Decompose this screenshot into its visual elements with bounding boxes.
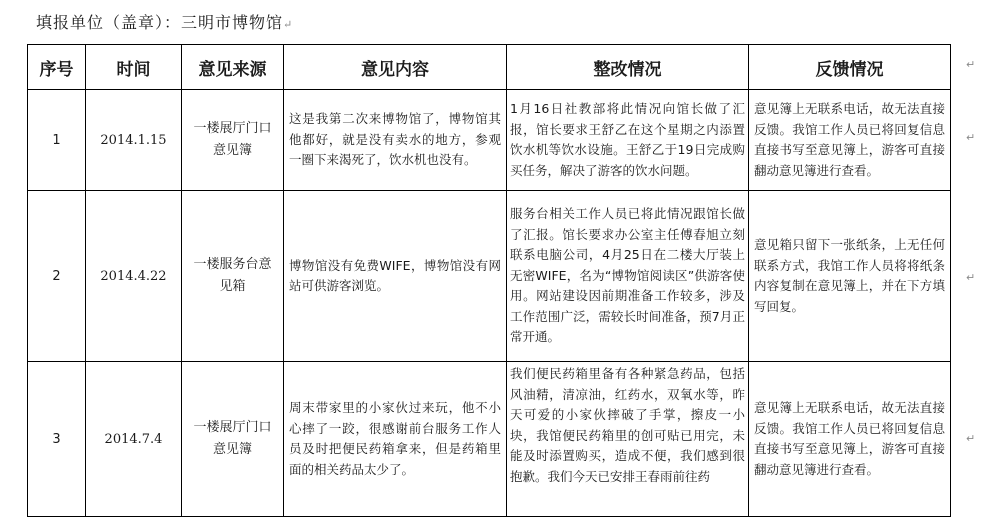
header-source: 意见来源	[182, 45, 284, 90]
report-header	[36, 10, 293, 33]
table-row	[28, 362, 951, 517]
header-unit: 三明市博物馆	[181, 13, 284, 32]
row-feedback: 意见箱只留下一张纸条，上无任何联系方式，我馆工作人员将将纸条内容复制在意见簿上，并在下方填写回复。	[754, 237, 945, 314]
row-date: 2014.7.4	[86, 362, 182, 517]
row-feedback: 意见簿上无联系电话，故无法直接反馈。我馆工作人员已将回复信息直接书写至意见簿上，游客可直接翻动意见簿进行查看。	[754, 400, 945, 477]
row-opinion: 这是我第二次来博物馆了，博物馆其他都好，就是没有卖水的地方，参观一圈下来渴死了，饮水机也没有。	[289, 111, 501, 168]
paragraph-mark-icon: ↵	[283, 18, 294, 31]
row-rectification-cell	[507, 191, 749, 362]
header-label: 填报单位（盖章）：	[36, 13, 182, 32]
row-opinion-cell	[284, 362, 507, 517]
row-opinion-cell	[284, 90, 507, 191]
row-feedback-cell	[749, 90, 951, 191]
table-row	[28, 90, 951, 191]
table-header-row	[28, 45, 951, 90]
row-num: 2	[28, 191, 86, 362]
table-row	[28, 191, 951, 362]
header-opinion: 意见内容	[284, 45, 507, 90]
row-end-mark-icon: ↵	[966, 271, 976, 284]
row-end-mark-icon: ↵	[966, 432, 976, 445]
row-source: 一楼展厅门口意见簿	[182, 90, 284, 191]
header-feedback: 反馈情况	[749, 45, 951, 90]
row-feedback: 意见簿上无联系电话，故无法直接反馈。我馆工作人员已将回复信息直接书写至意见簿上，游客可直接翻动意见簿进行查看。	[754, 101, 945, 178]
row-end-mark-icon: ↵	[966, 58, 976, 71]
row-opinion: 博物馆没有免费WIFE，博物馆没有网站可供游客浏览。	[289, 257, 501, 293]
feedback-table	[27, 44, 951, 517]
row-end-mark-icon: ↵	[966, 131, 976, 144]
row-num: 3	[28, 362, 86, 517]
row-opinion-cell	[284, 191, 507, 362]
row-rectification: 我们便民药箱里备有各种紧急药品，包括风油精，清凉油，红药水，双氧水等，昨天可爱的小家伙摔破了手掌，擦皮一小块，我馆便民药箱里的创可贴已用完，未能及时添置购买，造成不便，我们感到很抱歉。我们今天已安排王春雨前往药	[510, 366, 745, 484]
row-source: 一楼展厅门口意见簿	[182, 362, 284, 517]
row-feedback-cell	[749, 362, 951, 517]
row-date: 2014.1.15	[86, 90, 182, 191]
row-rectification: 服务台相关工作人员已将此情况跟馆长做了汇报。馆长要求办公室主任傅春旭立刻联系电脑公司，4月25日在二楼大厅装上无密WIFE，名为“博物馆阅读区”供游客使用。网站建设因前期准备工作较多，涉及工作范围广泛，需较长时间准备，预7月正常开通。	[510, 206, 745, 345]
header-rectification: 整改情况	[507, 45, 749, 90]
header-date: 时间	[86, 45, 182, 90]
row-opinion: 周末带家里的小家伙过来玩，他不小心摔了一跤，很感谢前台服务工作人员及时把便民药箱拿来，但是药箱里面的相关药品太少了。	[289, 400, 501, 477]
row-source: 一楼服务台意见箱	[182, 191, 284, 362]
row-num: 1	[28, 90, 86, 191]
row-date: 2014.4.22	[86, 191, 182, 362]
row-rectification: 1月16日社教部将此情况向馆长做了汇报，馆长要求王舒乙在这个星期之内添置饮水机等饮水设施。王舒乙于19日完成购买任务，解决了游客的饮水问题。	[510, 101, 745, 178]
row-feedback-cell	[749, 191, 951, 362]
row-rectification-cell	[507, 362, 749, 517]
row-rectification-cell	[507, 90, 749, 191]
header-num: 序号	[28, 45, 86, 90]
